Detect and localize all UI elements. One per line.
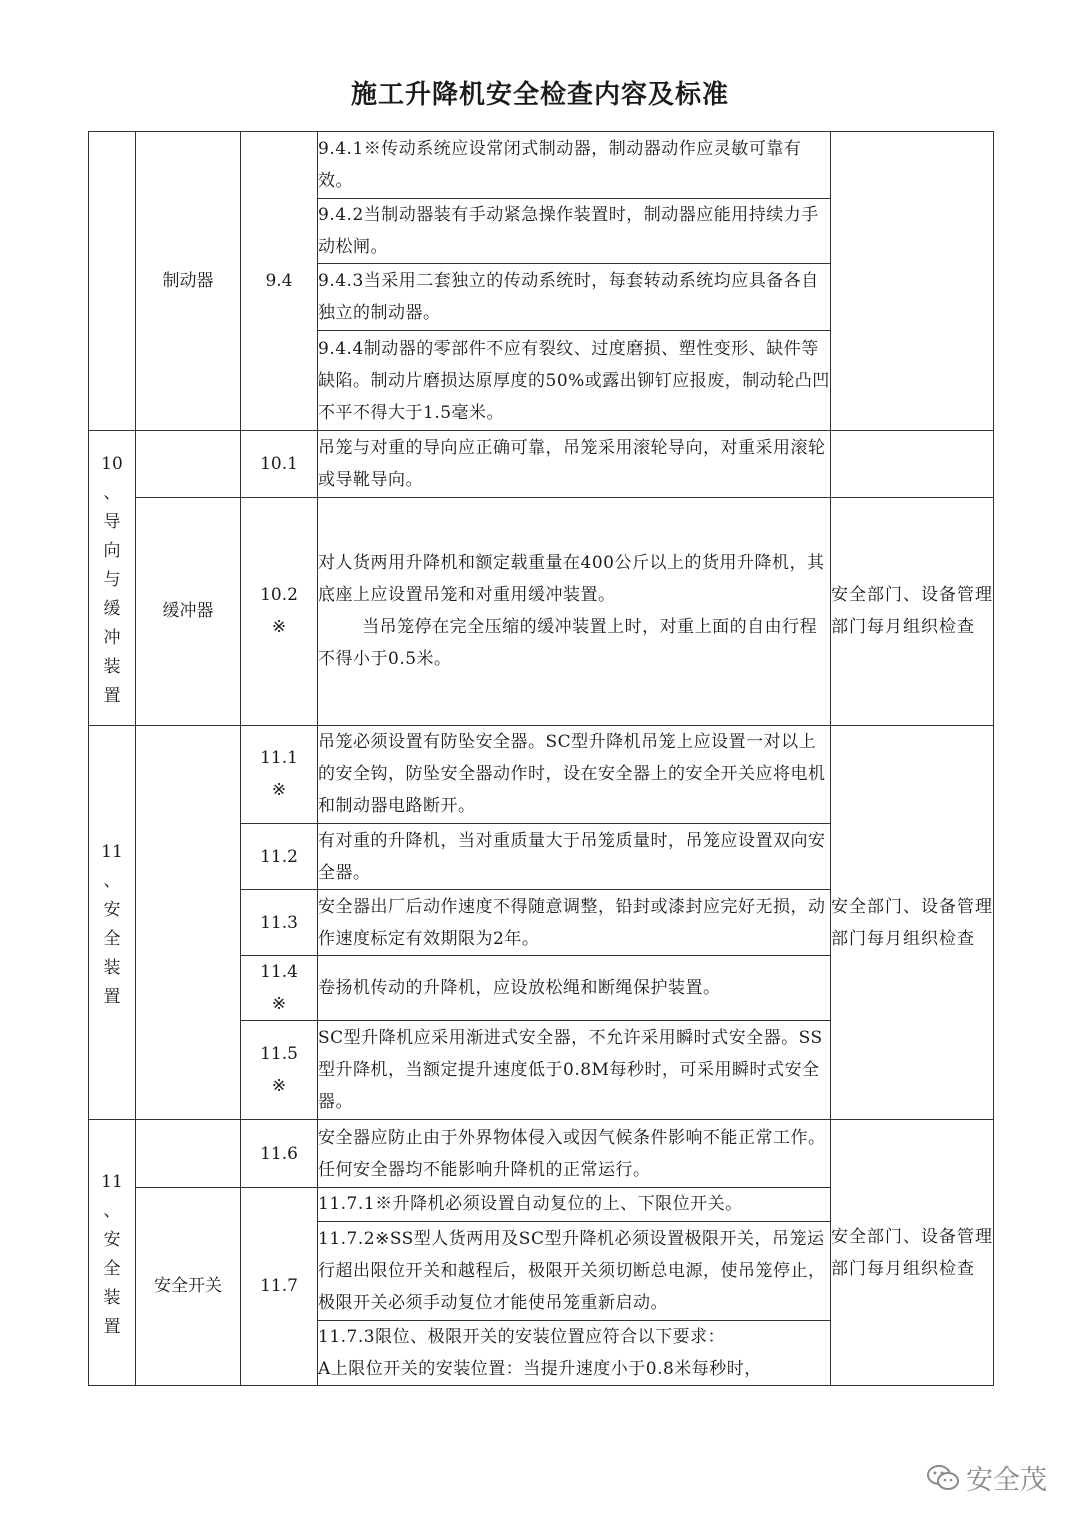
table-row bbox=[89, 497, 994, 725]
dept-11: 安全部门、设备管理部门每月组织检查 bbox=[831, 725, 994, 1120]
content-11-7-1: 11.7.1※升降机必须设置自动复位的上、下限位开关。 bbox=[318, 1187, 831, 1221]
content-11-3: 安全器出厂后动作速度不得随意调整，铅封或漆封应完好无损，动作速度标定有效期限为2年。 bbox=[318, 890, 831, 956]
content-11-1: 吊笼必须设置有防坠安全器。SC型升降机吊笼上应设置一对以上的安全钩，防坠安全器动作时，设在安全器上的安全开关应将电机和制动器电路断开。 bbox=[318, 725, 831, 823]
content-10-2: 对人货两用升降机和额定载重量在400公斤以上的货用升降机，其底座上应设置吊笼和对重用缓冲装置。 当吊笼停在完全压缩的缓冲装置上时，对重上面的自由行程不得小于0.5米。 bbox=[318, 497, 831, 725]
content-9-4-2: 9.4.2当制动器装有手动紧急操作装置时，制动器应能用持续力手动松闸。 bbox=[318, 199, 831, 264]
code-11-3: 11.3 bbox=[241, 890, 318, 956]
table-row bbox=[89, 132, 994, 199]
item-brake: 制动器 bbox=[136, 132, 241, 431]
content-11-5: SC型升降机应采用渐进式安全器，不允许采用瞬时式安全器。SS型升降机，当额定提升速度低于0.8M每秒时，可采用瞬时式安全器。 bbox=[318, 1021, 831, 1120]
item-empty bbox=[136, 1120, 241, 1187]
dept-10: 安全部门、设备管理部门每月组织检查 bbox=[831, 497, 994, 725]
section-11-label: 11 、 安 全 装 置 bbox=[89, 725, 136, 1120]
section-11-label-2: 11 、 安 全 装 置 bbox=[89, 1120, 136, 1386]
item-empty bbox=[136, 725, 241, 1120]
watermark bbox=[926, 1458, 1047, 1497]
code-11-2: 11.2 bbox=[241, 824, 318, 890]
content-11-2: 有对重的升降机，当对重质量大于吊笼质量时，吊笼应设置双向安全器。 bbox=[318, 824, 831, 890]
wechat-icon bbox=[926, 1463, 960, 1493]
code-10-2: 10.2 ※ bbox=[241, 497, 318, 725]
item-empty bbox=[136, 431, 241, 497]
item-safety-switch: 安全开关 bbox=[136, 1187, 241, 1385]
section-10-label: 10 、 导 向 与 缓 冲 装 置 bbox=[89, 431, 136, 725]
table-row bbox=[89, 1120, 994, 1187]
content-11-7-3: 11.7.3限位、极限开关的安装位置应符合以下要求： A上限位开关的安装位置：当提升速度小于0.8米每秒时， bbox=[318, 1320, 831, 1385]
code-11-5: 11.5 ※ bbox=[241, 1021, 318, 1120]
content-11-7-2: 11.7.2※SS型人货两用及SC型升降机必须设置极限开关，吊笼运行超出限位开关和越程后，极限开关须切断总电源，使吊笼停止，极限开关必须手动复位才能使吊笼重新启动。 bbox=[318, 1221, 831, 1320]
content-9-4-1: 9.4.1※传动系统应设常闭式制动器，制动器动作应灵敏可靠有效。 bbox=[318, 132, 831, 199]
item-buffer: 缓冲器 bbox=[136, 497, 241, 725]
dept-cell bbox=[831, 132, 994, 431]
code-11-6: 11.6 bbox=[241, 1120, 318, 1187]
content-9-4-4: 9.4.4制动器的零部件不应有裂纹、过度磨损、塑性变形、缺件等缺陷。制动片磨损达原厚度的50%或露出铆钉应报废，制动轮凸凹不平不得大于1.5毫米。 bbox=[318, 331, 831, 431]
watermark-text: 安全茂 bbox=[966, 1465, 1047, 1496]
inspection-table bbox=[88, 131, 994, 1386]
content-11-4: 卷扬机传动的升降机，应设放松绳和断绳保护装置。 bbox=[318, 956, 831, 1021]
table-row bbox=[89, 725, 994, 823]
dept-11-b: 安全部门、设备管理部门每月组织检查 bbox=[831, 1120, 994, 1386]
code-11-1: 11.1 ※ bbox=[241, 725, 318, 823]
table-row bbox=[89, 431, 994, 497]
code-10-1: 10.1 bbox=[241, 431, 318, 497]
dept-cell bbox=[831, 431, 994, 497]
content-10-1: 吊笼与对重的导向应正确可靠，吊笼采用滚轮导向，对重采用滚轮或导靴导向。 bbox=[318, 431, 831, 497]
section-cell bbox=[89, 132, 136, 431]
code-11-7: 11.7 bbox=[241, 1187, 318, 1385]
page-title: 施工升降机安全检查内容及标准 bbox=[350, 80, 729, 110]
content-9-4-3: 9.4.3当采用二套独立的传动系统时，每套转动系统均应具备各自独立的制动器。 bbox=[318, 264, 831, 331]
code-11-4: 11.4 ※ bbox=[241, 956, 318, 1021]
code-9-4: 9.4 bbox=[241, 132, 318, 431]
content-11-6: 安全器应防止由于外界物体侵入或因气候条件影响不能正常工作。任何安全器均不能影响升降机的正常运行。 bbox=[318, 1120, 831, 1187]
